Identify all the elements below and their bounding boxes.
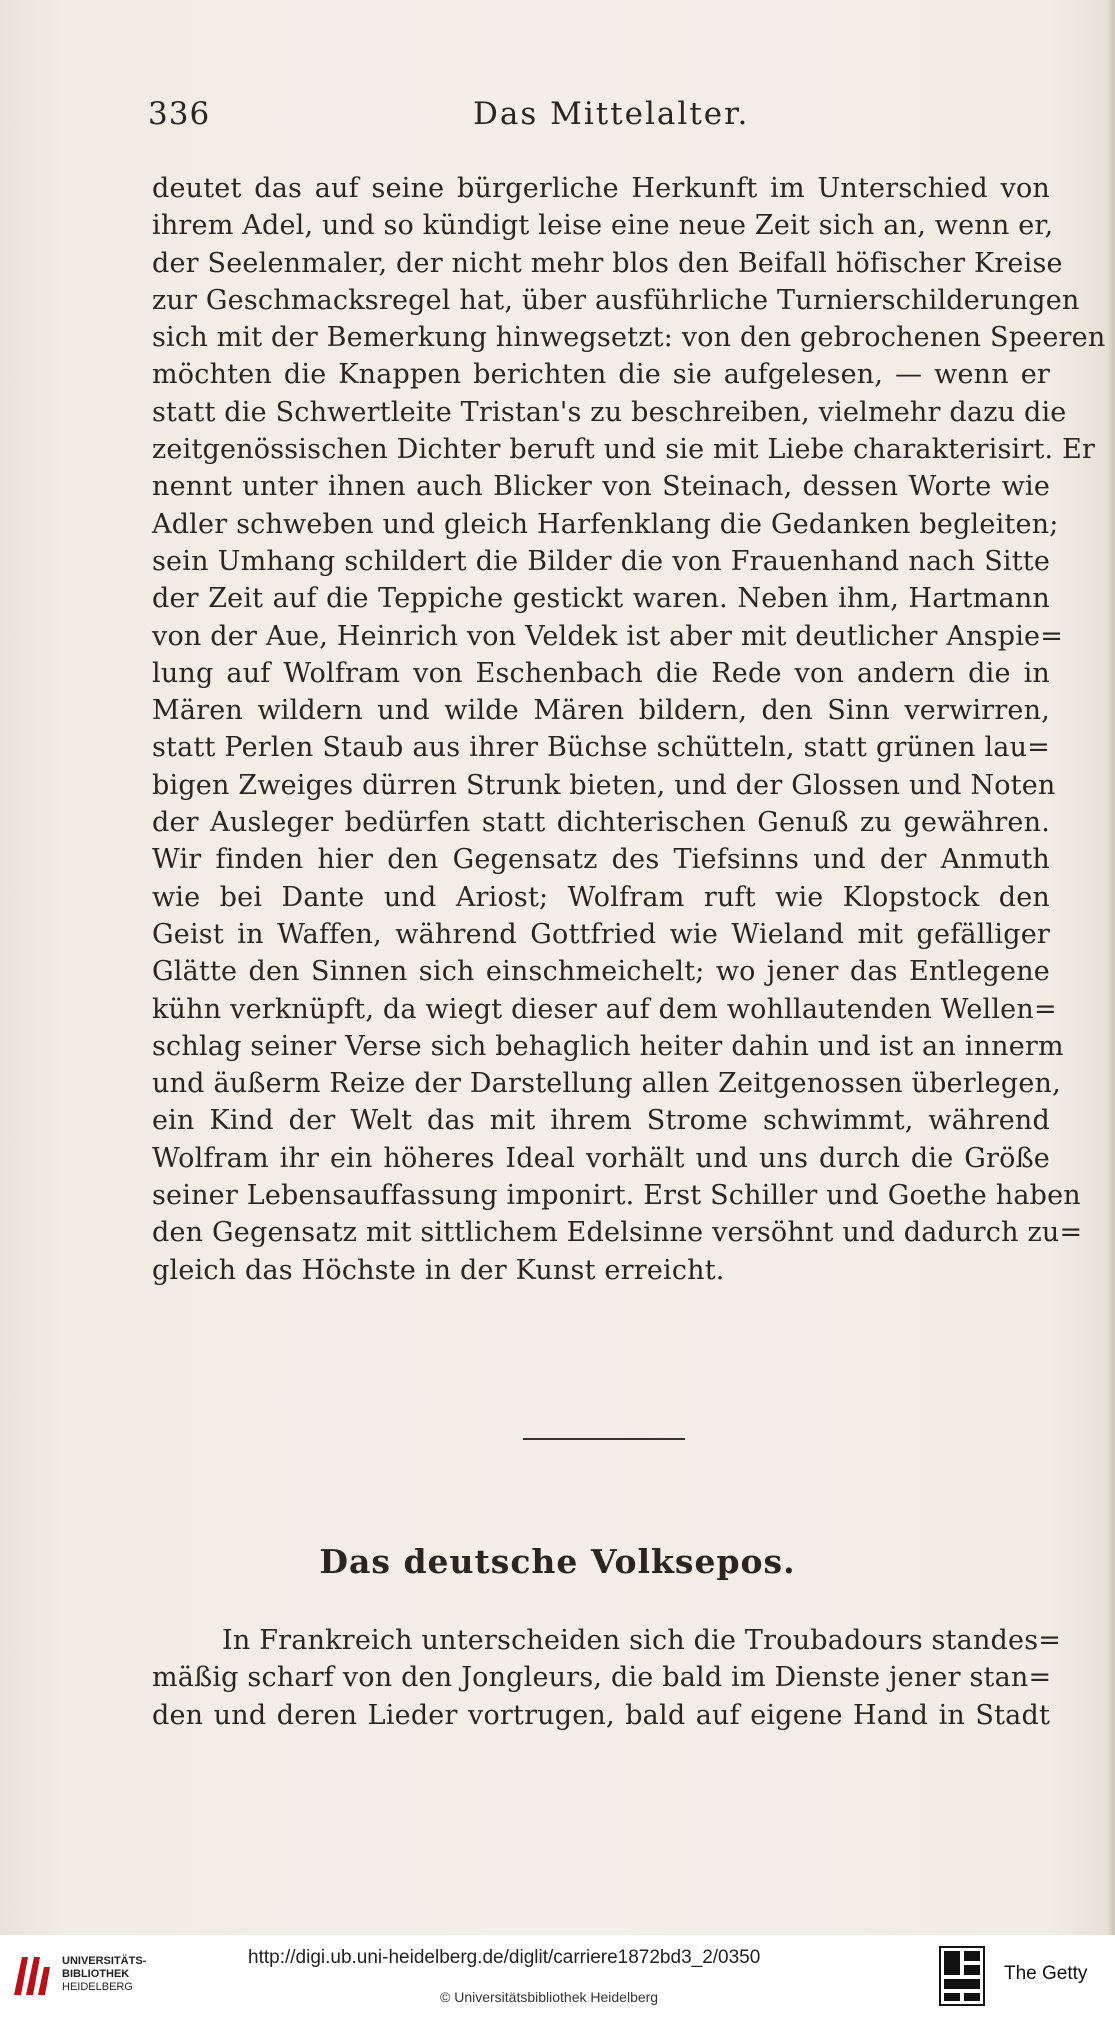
text-line: deutet das auf seine bürgerliche Herkunft im Unterschied von <box>152 173 1050 204</box>
running-head <box>148 96 1048 136</box>
main-text-block <box>152 170 1106 1289</box>
text-line: sein Umhang schildert die Bilder die von Frauenhand nach Sitte <box>152 545 1050 577</box>
section-title: Das deutsche Volksepos. <box>319 1542 796 1581</box>
library-name-line: UNIVERSITÄTS- <box>62 1955 147 1967</box>
text-line: ihrem Adel, und so kündigt leise eine neue Zeit sich an, wenn er, <box>152 210 1054 242</box>
text-line: der Zeit auf die Teppiche gestickt waren. Neben ihm, Hartmann <box>152 583 1050 615</box>
text-line: Wir finden hier den Gegensatz des Tiefsinns und der Anmuth <box>152 844 1050 876</box>
library-name-line: HEIDELBERG <box>62 1981 133 1993</box>
page-number: 336 <box>148 96 211 132</box>
text-line: und äußerm Reize der Darstellung allen Zeitgenossen überlegen, <box>152 1068 1061 1100</box>
library-name-line: BIBLIOTHEK <box>62 1968 130 1980</box>
text-line: möchten die Knappen berichten die sie aufgelesen, — wenn er <box>152 359 1050 391</box>
text-line: von der Aue, Heinrich von Veldek ist aber mit deutlicher Anspie= <box>152 620 1064 652</box>
text-line: der Ausleger bedürfen statt dichterischen Genuß zu gewähren. <box>152 807 1050 839</box>
text-line: ein Kind der Welt das mit ihrem Strome schwimmt, während <box>152 1105 1050 1137</box>
text-line: gleich das Höchste in der Kunst erreicht. <box>152 1254 725 1286</box>
section-text-block <box>152 1622 1062 1734</box>
text-line: Glätte den Sinnen sich einschmeichelt; wo jener das Entlegene <box>152 956 1050 988</box>
running-title: Das Mittelalter. <box>473 96 750 132</box>
text-line: seiner Lebensauffassung imponirt. Erst Schiller und Goethe haben <box>152 1180 1081 1212</box>
text-line: den Gegensatz mit sittlichem Edelsinne versöhnt und dadurch zu= <box>152 1217 1083 1249</box>
text-line: statt die Schwertleite Tristan's zu beschreiben, vielmehr dazu die <box>152 396 1067 428</box>
page-edge-shadow <box>1107 0 1115 1935</box>
text-line: schlag seiner Verse sich behaglich heiter dahin und ist an innerm <box>152 1030 1064 1062</box>
digitization-footer <box>0 1935 1115 2017</box>
text-line: der Seelenmaler, der nicht mehr blos den Beifall höfischer Kreise <box>152 247 1063 279</box>
text-line: kühn verknüpft, da wiegt dieser auf dem wohllautenden Wellen= <box>152 993 1057 1025</box>
permalink-url[interactable]: http://digi.ub.uni-heidelberg.de/diglit/carriere1872bd3_2/0350 <box>248 1947 761 1968</box>
text-line: sich mit der Bemerkung hinwegsetzt: von den gebrochenen Speeren <box>152 322 1106 354</box>
sponsor-name: The Getty <box>1004 1963 1088 1984</box>
text-line: zeitgenössischen Dichter beruft und sie mit Liebe charakterisirt. Er <box>152 434 1096 466</box>
text-line: zur Geschmacksregel hat, über ausführliche Turnierschilderungen <box>152 284 1080 316</box>
text-line: statt Perlen Staub aus ihrer Büchse schütteln, statt grünen lau= <box>152 732 1050 764</box>
getty-logo-icon <box>938 1945 986 2007</box>
text-line: lung auf Wolfram von Eschenbach die Rede von andern die in <box>152 657 1050 689</box>
text-line: Mären wildern und wilde Mären bildern, den Sinn verwirren, <box>152 695 1050 727</box>
text-line: Geist in Waffen, während Gottfried wie Wieland mit gefälliger <box>152 918 1050 950</box>
university-library-name <box>62 1955 146 1994</box>
text-line: Adler schweben und gleich Harfenklang die Gedanken begleiten; <box>152 508 1059 540</box>
text-line: nennt unter ihnen auch Blicker von Steinach, dessen Worte wie <box>152 471 1050 503</box>
university-library-logo-icon <box>10 1951 54 2001</box>
text-line: mäßig scharf von den Jongleurs, die bald im Dienste jener stan= <box>152 1662 1052 1694</box>
text-line: bigen Zweiges dürren Strunk bieten, und der Glossen und Noten <box>152 769 1056 801</box>
text-line: den und deren Lieder vortrugen, bald auf eigene Hand in Stadt <box>152 1699 1050 1731</box>
text-line: In Frankreich unterscheiden sich die Troubadours standes= <box>222 1625 1062 1656</box>
copyright-notice: © Universitätsbibliothek Heidelberg <box>440 1989 659 2005</box>
text-line: wie bei Dante und Ariost; Wolfram ruft wie Klopstock den <box>152 881 1050 913</box>
text-line: Wolfram ihr ein höheres Ideal vorhält und uns durch die Größe <box>152 1142 1050 1174</box>
section-divider <box>523 1438 685 1440</box>
